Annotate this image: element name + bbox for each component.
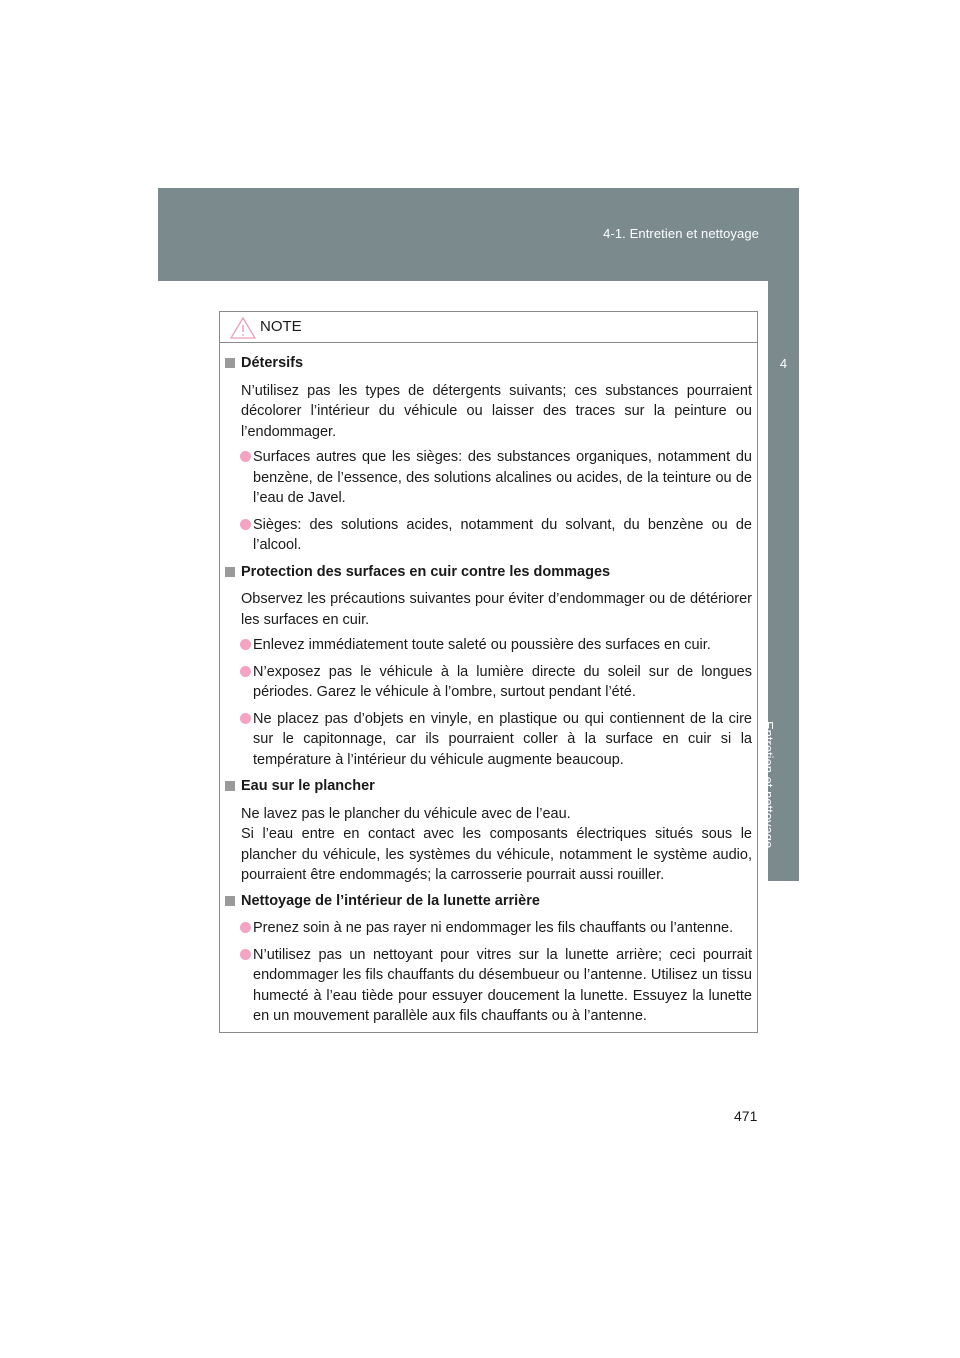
note-header: [220, 312, 757, 343]
section-heading: 4-1. Entretien et nettoyage: [603, 226, 759, 241]
bullet-text: Enlevez immédiatement toute saleté ou poussière des surfaces en cuir.: [253, 637, 711, 653]
section-paragraph: [225, 381, 752, 443]
bullet-item: [225, 709, 752, 771]
square-bullet-icon: [225, 567, 235, 577]
section-title: [225, 891, 752, 912]
bullet-dot-icon: [240, 713, 251, 724]
paragraph-text: Ne lavez pas le plancher du véhicule avec de l’eau.: [241, 805, 571, 822]
paragraph-text: Si l’eau entre en contact avec les composants électriques situés sous le plancher du véhicule, les systèmes du véhicule, notamment le système audio, pourraient être endommagés; la carrosserie pourrait aussi rouiller.: [241, 826, 752, 883]
chapter-header-band: [158, 188, 799, 281]
bullet-item: [225, 918, 752, 939]
bullet-text: Prenez soin à ne pas rayer ni endommager les fils chauffants ou l’antenne.: [253, 920, 734, 936]
section-title-text: Protection des surfaces en cuir contre les dommages: [241, 563, 611, 580]
section-title-text: Nettoyage de l’intérieur de la lunette arrière: [241, 892, 540, 909]
bullet-text: N’exposez pas le véhicule à la lumière directe du soleil sur de longues périodes. Garez le véhicule à l’ombre, surtout pendant l’été.: [253, 663, 752, 700]
bullet-item: [225, 447, 752, 509]
bullet-item: [225, 662, 752, 703]
warning-triangle-icon: [230, 317, 256, 339]
section-title: [225, 776, 752, 797]
section-paragraph: [225, 589, 752, 630]
bullet-dot-icon: [240, 666, 251, 677]
note-section: [225, 776, 752, 886]
section-title-text: Détersifs: [241, 355, 304, 371]
bullet-item: [225, 635, 752, 656]
bullet-dot-icon: [240, 519, 251, 530]
section-title: [225, 353, 752, 374]
bullet-dot-icon: [240, 451, 251, 462]
bullet-text: Ne placez pas d’objets en vinyle, en plastique ou qui contiennent de la cire sur le capitonnage, car ils pourraient coller à la surface en cuir si la température à l’intérieur du véhicule augmente beaucoup.: [253, 710, 752, 768]
square-bullet-icon: [225, 781, 235, 791]
square-bullet-icon: [225, 896, 235, 906]
bullet-text: Surfaces autres que les sièges: des substances organiques, notamment du benzène, de l’essence, des solutions alcalines ou acides, de la teinture ou de l’eau de Javel.: [253, 449, 752, 506]
bullet-dot-icon: [240, 949, 251, 960]
square-bullet-icon: [225, 358, 235, 368]
note-body: [220, 343, 757, 1027]
bullet-item: [225, 945, 752, 1027]
bullet-dot-icon: [240, 639, 251, 650]
section-paragraph: [225, 804, 752, 886]
note-section: [225, 891, 752, 1027]
note-section: [225, 353, 752, 556]
note-title: NOTE: [260, 318, 302, 335]
chapter-side-tab: [761, 281, 799, 881]
note-section: [225, 562, 752, 771]
bullet-text: Sièges: des solutions acides, notamment du solvant, du benzène ou de l’alcool.: [253, 516, 752, 553]
bullet-text: N’utilisez pas un nettoyant pour vitres sur la lunette arrière; ceci pourrait endommager les fils chauffants du désembueur ou l’antenne. Utilisez un tissu humecté à l’eau tiède pour essuyer doucement la lunette. Essuyez la lunette en un mouvement parallèle aux fils chauffants ou à l’antenne.: [253, 946, 752, 1024]
paragraph-text: Observez les précautions suivantes pour éviter d’endommager ou de détériorer les surfaces en cuir.: [241, 591, 752, 628]
paragraph-text: N’utilisez pas les types de détergents suivants; ces substances pourraient décolorer l’intérieur du véhicule ou laisser des traces sur la peinture ou l’endommager.: [241, 382, 752, 440]
section-title: [225, 562, 752, 583]
chapter-number: 4: [779, 356, 788, 371]
bullet-item: [225, 515, 752, 556]
bullet-dot-icon: [240, 922, 251, 933]
page-number: 471: [734, 1108, 758, 1124]
chapter-title-text: Entretien et nettoyage: [761, 721, 776, 849]
note-box: [219, 311, 758, 1033]
section-title-text: Eau sur le plancher: [241, 778, 375, 794]
